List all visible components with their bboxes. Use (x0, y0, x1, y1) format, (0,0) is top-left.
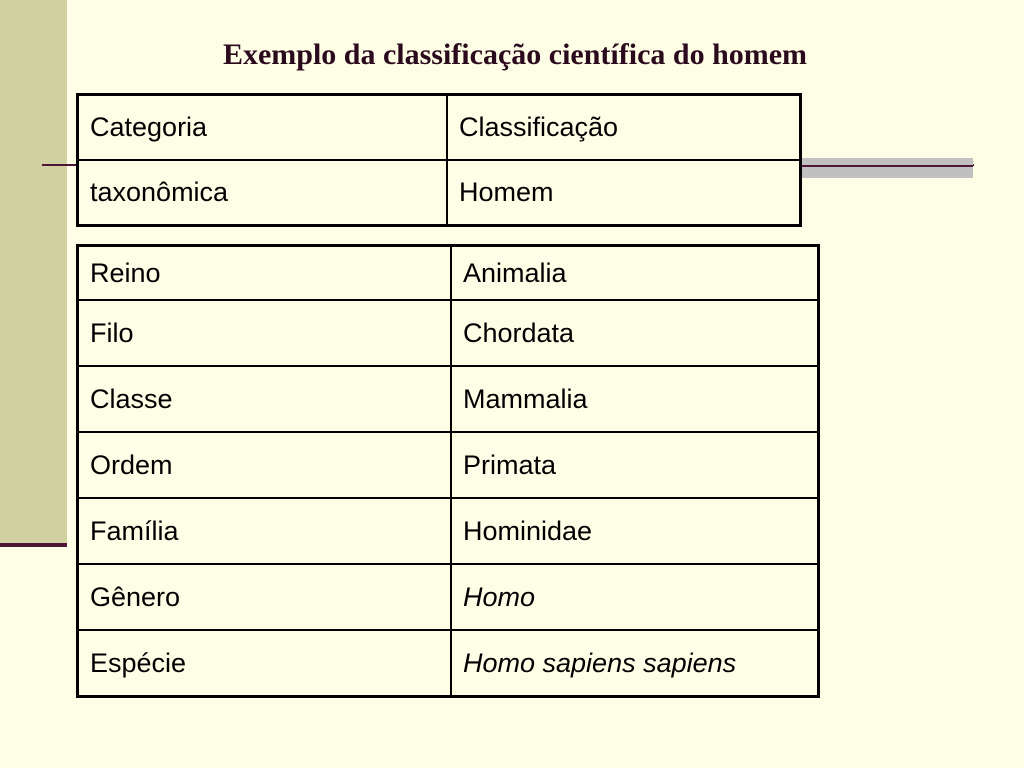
taxon-value-cell: Mammalia (451, 366, 819, 432)
slide-title: Exemplo da classificação científica do homem (222, 38, 808, 71)
taxon-value-cell: Homo sapiens sapiens (451, 630, 819, 697)
taxonomy-table (76, 244, 820, 698)
taxon-value-cell: Homo (451, 564, 819, 630)
table-row (78, 366, 819, 432)
header-cell-taxonomic: taxonômica (78, 160, 448, 226)
table-row (78, 630, 819, 697)
taxon-rank-cell: Gênero (78, 564, 452, 630)
table-row (78, 246, 819, 301)
table-row (78, 300, 819, 366)
taxon-rank-cell: Ordem (78, 432, 452, 498)
taxon-value-cell: Animalia (451, 246, 819, 301)
taxon-rank-cell: Reino (78, 246, 452, 301)
table-row (78, 95, 801, 161)
header-table (76, 93, 802, 227)
taxon-rank-cell: Espécie (78, 630, 452, 697)
table-row (78, 160, 801, 226)
taxon-value-cell: Hominidae (451, 498, 819, 564)
taxon-value-cell: Chordata (451, 300, 819, 366)
header-cell-category: Categoria (78, 95, 448, 161)
table-row (78, 432, 819, 498)
taxon-rank-cell: Filo (78, 300, 452, 366)
header-cell-human: Homem (447, 160, 801, 226)
header-cell-classification: Classificação (447, 95, 801, 161)
taxon-rank-cell: Classe (78, 366, 452, 432)
table-row (78, 564, 819, 630)
taxon-value-cell: Primata (451, 432, 819, 498)
table-row (78, 498, 819, 564)
taxon-rank-cell: Família (78, 498, 452, 564)
